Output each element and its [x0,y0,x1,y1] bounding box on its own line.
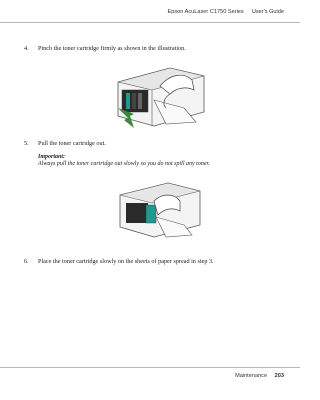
step-number: 5. [24,140,29,147]
footer-divider [0,367,300,368]
step-text: Place the toner cartridge slowly on the sheets of paper spread in step 3. [38,258,214,265]
header-guide-title: User's Guide [251,9,284,15]
page-number: 203 [274,373,284,379]
step-4 [24,45,186,53]
step-5 [24,140,106,148]
important-label: Important: [38,154,66,160]
printer-pinch-cartridge-illustration [100,60,220,130]
running-header [168,9,284,15]
step-text: Pull the toner cartridge out. [38,140,106,147]
step-number: 4. [24,45,29,52]
step-number: 6. [24,258,29,265]
footer-section: Maintenance [235,373,268,379]
header-product-title: Epson AcuLaser C1750 Series [167,9,244,15]
header-divider [0,22,300,23]
important-text: Always pull the toner cartridge out slowly so you do not spill any toner. [38,161,210,167]
running-footer [235,373,284,379]
printer-pull-cartridge-illustration [110,175,210,240]
step-6 [24,258,214,266]
step-text: Pinch the toner cartridge firmly as shown in the illustration. [38,45,186,52]
